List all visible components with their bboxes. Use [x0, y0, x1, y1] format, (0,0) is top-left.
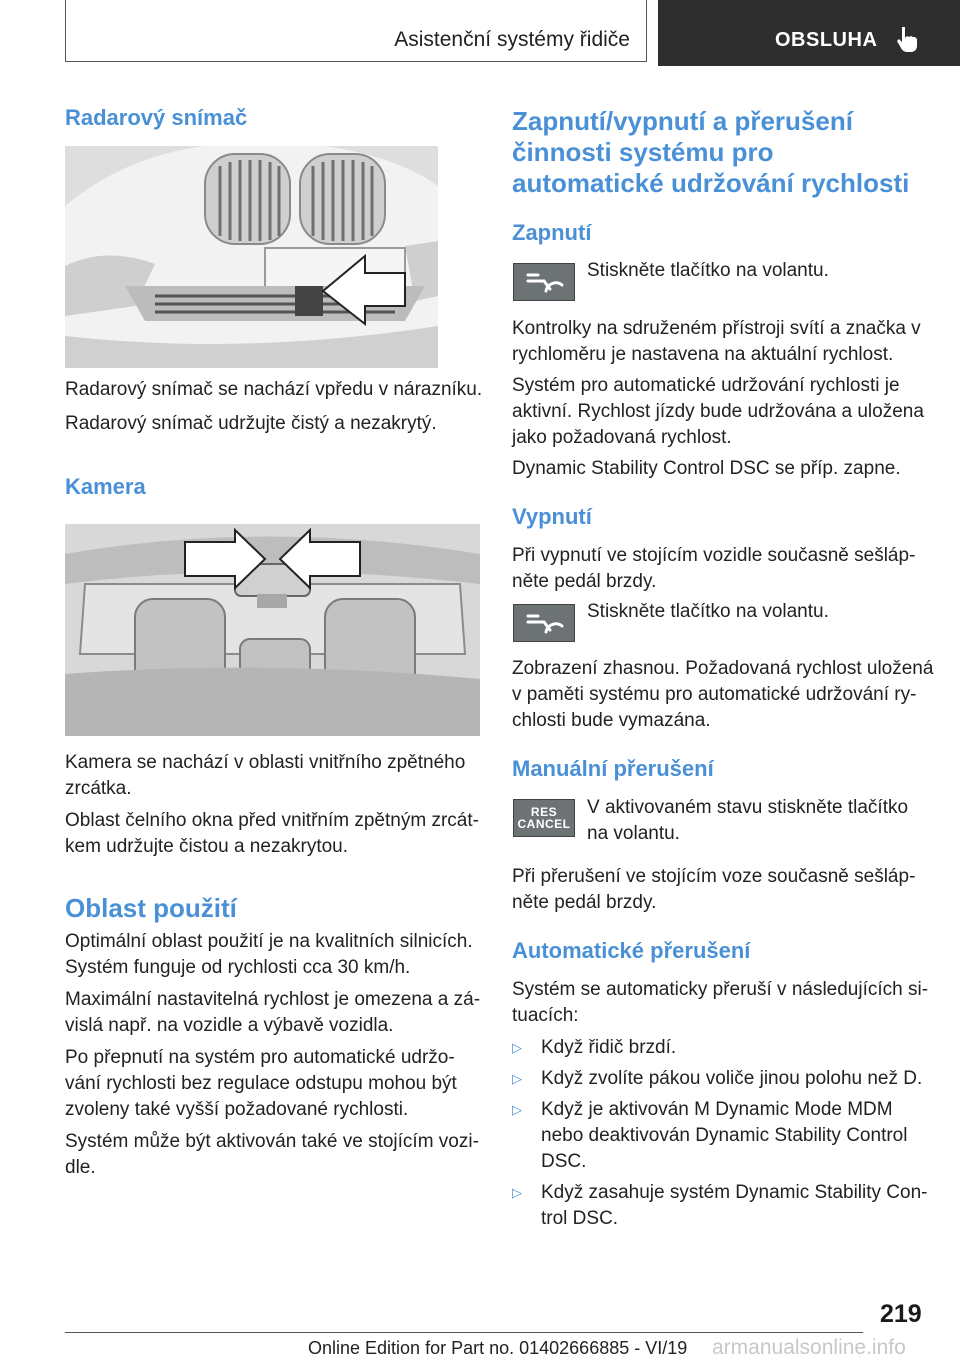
res-label: RES	[530, 805, 558, 819]
cruise-heading-l1: Zapnutí/vypnutí a přerušení	[512, 106, 853, 136]
manual-text-1b: něte pedál brzdy.	[512, 892, 657, 913]
list-item-text: DSC.	[541, 1151, 587, 1172]
usage-text-3c: zvoleny také vyšší požadované rychlosti.	[65, 1099, 409, 1120]
footer-divider	[65, 1332, 863, 1333]
watermark: armanualsonline.info	[712, 1336, 906, 1359]
off-text-2a: Zobrazení zhasnou. Požadovaná rychlost uložená	[512, 658, 934, 679]
cruise-heading-l2: činnosti systému pro	[512, 137, 774, 167]
manual-text-1a: Při přerušení ve stojícím voze současně sešláp-	[512, 866, 916, 887]
header-chapter-label: OBSLUHA	[775, 29, 878, 51]
on-text-1a: Kontrolky na sdruženém přístroji svítí a značka v	[512, 318, 921, 339]
manual-heading: Manuální přerušení	[512, 756, 714, 781]
cruise-heading-l3: automatické udržování rychlosti	[512, 168, 910, 198]
usage-text-2a: Maximální nastavitelná rychlost je omezena a zá-	[65, 989, 481, 1010]
off-heading: Vypnutí	[512, 504, 592, 529]
camera-text-2b: kem udržujte čistou a nezakrytou.	[65, 836, 349, 857]
on-heading: Zapnutí	[512, 220, 592, 245]
list-item	[512, 1180, 932, 1232]
list-item-text: trol DSC.	[541, 1208, 619, 1229]
usage-text-4b: dle.	[65, 1157, 96, 1178]
list-item	[512, 1097, 932, 1175]
auto-text-1b: tuacích:	[512, 1005, 579, 1026]
cruise-button-icon	[513, 263, 575, 301]
radar-text-2: Radarový snímač udržujte čistý a nezakrytý.	[65, 413, 437, 434]
cruise-button-icon	[513, 604, 575, 642]
page-number: 219	[880, 1300, 922, 1328]
camera-text-1a: Kamera se nachází v oblasti vnitřního zpětného	[65, 752, 466, 773]
radar-heading: Radarový snímač	[65, 105, 248, 130]
hand-pointer-icon	[893, 24, 923, 54]
radar-text-1: Radarový snímač se nachází vpředu v nárazníku.	[65, 379, 483, 400]
speedometer-icon	[522, 610, 566, 636]
usage-text-3b: vání rychlosti bez regulace odstupu mohou být	[65, 1073, 457, 1094]
footer-edition: Online Edition for Part no. 01402666885 - VI/19	[308, 1338, 688, 1358]
list-item	[512, 1035, 932, 1061]
triangle-bullet-icon: ▷	[512, 1102, 522, 1117]
radar-sensor-figure	[65, 146, 438, 368]
off-text-2b: v paměti systému pro automatické udržování ry-	[512, 684, 917, 705]
usage-text-3a: Po přepnutí na systém pro automatické udržo-	[65, 1047, 455, 1068]
camera-text-1b: zrcátka.	[65, 778, 132, 799]
on-button-text: Stiskněte tlačítko na volantu.	[587, 260, 829, 281]
usage-text-1a: Optimální oblast použití je na kvalitních silnicích.	[65, 931, 473, 952]
usage-text-1b: Systém funguje od rychlosti cca 30 km/h.	[65, 957, 411, 978]
usage-text-2b: vislá např. na vozidle a výbavě vozidla.	[65, 1015, 394, 1036]
on-text-2c: jako požadovaná rychlost.	[512, 427, 732, 448]
manual-text-a: V aktivovaném stavu stiskněte tlačítko	[587, 797, 909, 818]
manual-text-b: na volantu.	[587, 823, 680, 844]
list-item-text: Když zasahuje systém Dynamic Stability Con-	[541, 1182, 928, 1203]
triangle-bullet-icon: ▷	[512, 1071, 522, 1086]
auto-text-1a: Systém se automaticky přeruší v následujících si-	[512, 979, 929, 1000]
list-item-text: Když je aktivován M Dynamic Mode MDM	[541, 1099, 893, 1120]
usage-text-4a: Systém může být aktivován také ve stojícím vozi-	[65, 1131, 479, 1152]
on-text-2b: aktivní. Rychlost jízdy bude udržována a uložena	[512, 401, 924, 422]
on-text-2a: Systém pro automatické udržování rychlosti je	[512, 375, 900, 396]
res-cancel-button-icon	[513, 799, 575, 837]
list-item	[512, 1066, 932, 1092]
cancel-label: CANCEL	[517, 817, 571, 831]
camera-text-2a: Oblast čelního okna před vnitřním zpětným zrcát-	[65, 810, 479, 831]
off-button-text: Stiskněte tlačítko na volantu.	[587, 601, 829, 622]
list-item-text: Když řidič brzdí.	[541, 1037, 677, 1058]
off-text-2c: chlosti bude vymazána.	[512, 710, 711, 731]
list-item-text: nebo deaktivován Dynamic Stability Control	[541, 1125, 908, 1146]
triangle-bullet-icon: ▷	[512, 1040, 522, 1055]
on-text-3: Dynamic Stability Control DSC se příp. zapne.	[512, 458, 901, 479]
speedometer-icon	[522, 269, 566, 295]
camera-heading: Kamera	[65, 474, 146, 499]
usage-heading: Oblast použití	[65, 893, 237, 923]
off-text-1b: něte pedál brzdy.	[512, 571, 657, 592]
camera-figure	[65, 524, 480, 736]
list-item-text: Když zvolíte pákou voliče jinou polohu než D.	[541, 1068, 923, 1089]
off-text-1a: Při vypnutí ve stojícím vozidle současně sešláp-	[512, 545, 916, 566]
auto-heading: Automatické přerušení	[512, 938, 751, 963]
header-section-title: Asistenční systémy řidiče	[394, 28, 630, 51]
triangle-bullet-icon: ▷	[512, 1185, 522, 1200]
on-text-1b: rychloměru je nastavena na aktuální rychlost.	[512, 344, 894, 365]
